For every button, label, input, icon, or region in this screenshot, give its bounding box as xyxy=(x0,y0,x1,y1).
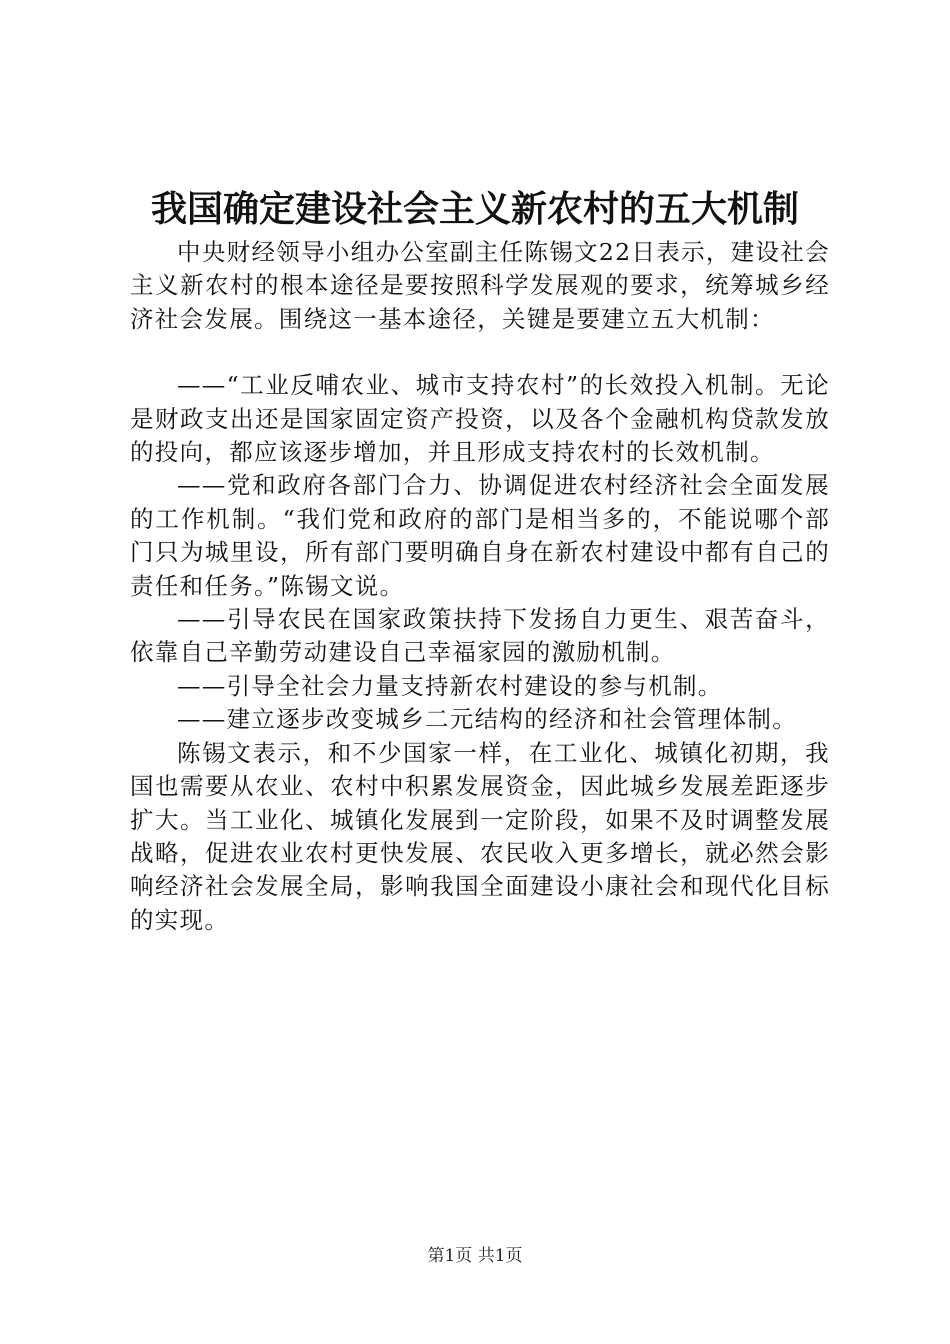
document-body xyxy=(130,236,830,937)
paragraph-mechanism-3: ——引导农民在国家政策扶持下发扬自力更生、艰苦奋斗，依靠自己辛勤劳动建设自己幸福家园的激励机制。 xyxy=(130,605,830,667)
paragraph-intro: 中央财经领导小组办公室副主任陈锡文22日表示，建设社会主义新农村的根本途径是要按照科学发展观的要求，统筹城乡经济社会发展。围绕这一基本途径，关键是要建立五大机制： xyxy=(130,238,830,333)
paragraph-mechanism-4: ——引导全社会力量支持新农村建设的参与机制。 xyxy=(177,671,723,700)
page-number-footer: 第1页 共1页 xyxy=(427,1246,523,1266)
paragraph-mechanism-2: ——党和政府各部门合力、协调促进农村经济社会全面发展的工作机制。“我们党和政府的部门是相当多的，不能说哪个部门只为城里设，所有部门要明确自身在新农村建设中都有自己的责任和任务。”陈锡文说。 xyxy=(130,471,830,600)
document-title: 我国确定建设社会主义新农村的五大机制 xyxy=(150,188,799,230)
paragraph-mechanism-1: ——“工业反哺农业、城市支持农村”的长效投入机制。无论是财政支出还是国家固定资产投资，以及各个金融机构贷款发放的投向，都应该逐步增加，并且形成支持农村的长效机制。 xyxy=(130,371,830,467)
paragraph-conclusion: 陈锡文表示，和不少国家一样，在工业化、城镇化初期，我国也需要从农业、农村中积累发展资金，因此城乡发展差距逐步扩大。当工业化、城镇化发展到一定阶段，如果不及时调整发展战略，促进农业农村更快发展、农民收入更多增长，就必然会影响经济社会发展全局，影响我国全面建设小康社会和现代化目标的实现。 xyxy=(130,738,830,934)
paragraph-mechanism-5: ——建立逐步改变城乡二元结构的经济和社会管理体制。 xyxy=(177,705,797,734)
